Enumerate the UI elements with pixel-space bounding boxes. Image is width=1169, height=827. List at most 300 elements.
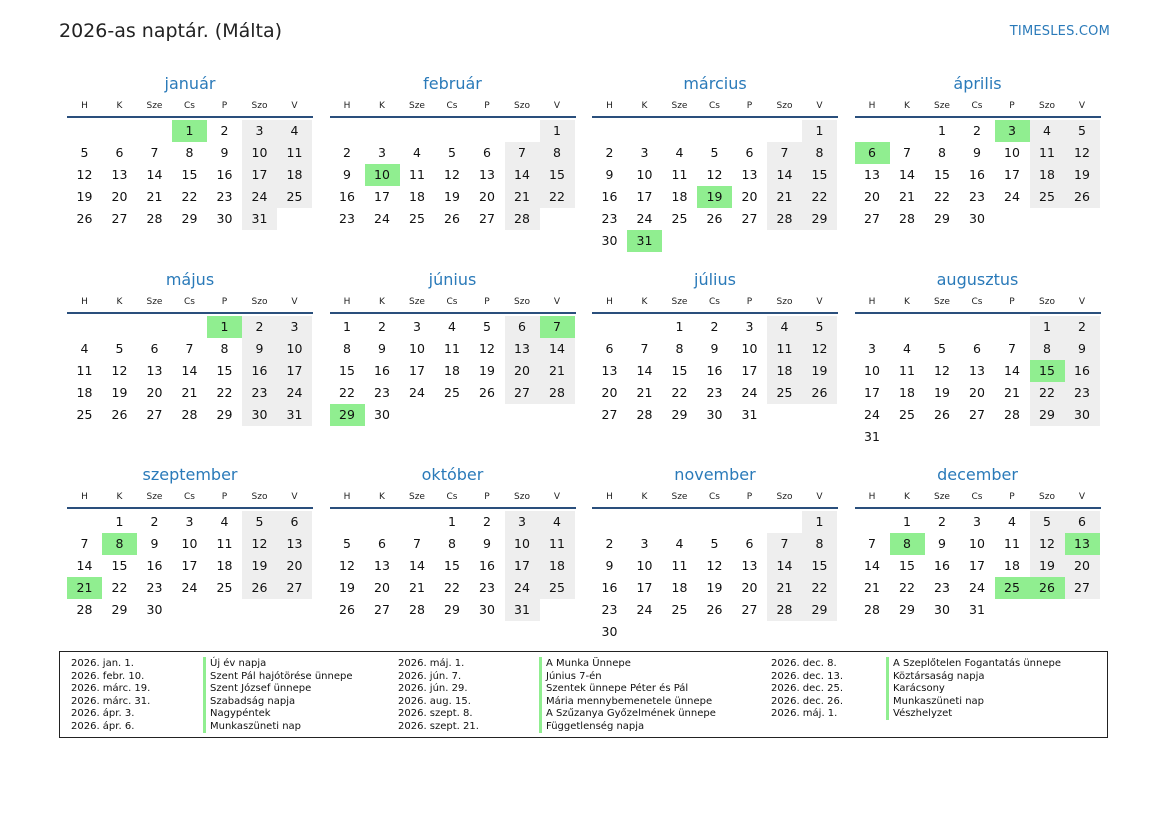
weekday-label: Cs [446,101,458,111]
day-cell: 19 [934,384,950,400]
day-cell: 27 [505,382,540,404]
day-cell: 8 [1030,338,1065,360]
weekday-label: Sze [671,492,688,502]
day-cell: 1 [802,511,837,533]
month-name: augusztus [936,269,1019,289]
day-cell: 16 [146,558,163,573]
weekday-label: Szo [514,492,530,502]
weekday-label: K [379,296,385,307]
day-cell: 24 [969,580,985,595]
day-cell: 11 [540,533,575,555]
day-cell: 8 [802,533,837,555]
legend-date: 2026. jún. 7. [398,670,462,682]
weekday-header [855,96,1101,118]
month-calendar [330,72,576,230]
month-calendar [855,463,1101,621]
weekday-label: Cs [971,296,983,307]
month-calendar [855,268,1101,448]
legend-holiday-name: Munkaszüneti nap [886,695,984,708]
day-cell: 3 [277,316,312,338]
month-calendar [330,463,576,621]
weekday-header [592,487,838,509]
day-cell: 13 [741,167,758,182]
day-cell: 18 [76,384,93,400]
weekday-label: P [746,296,753,307]
weekday-label: H [606,296,613,307]
day-cell: 27 [374,602,390,617]
weekday-label: Cs [184,296,195,307]
day-cell: 18 [540,555,575,577]
day-cell: 23 [216,189,233,204]
day-cell: 20 [864,189,880,204]
day-cell: 21 [1004,384,1020,400]
day-cell: 9 [973,145,981,160]
day-cell: 3 [378,145,386,160]
day-cell: 15 [671,362,688,378]
day-cell: 8 [448,536,456,551]
weekday-label: Szo [251,101,268,111]
day-cell: 9 [605,558,614,573]
day-cell: 18 [1004,558,1020,573]
month-name: október [421,465,484,484]
day-cell: 28 [505,208,540,230]
day-cell: 17 [277,360,312,382]
day-cell: 29 [671,406,688,422]
day-grid [592,316,837,426]
weekday-label: Cs [446,296,458,307]
holiday-day-cell: 21 [67,577,102,599]
day-cell: 3 [745,318,754,334]
day-cell: 21 [899,189,915,204]
legend-holiday-name: Függetlenség napja [539,720,644,733]
day-cell: 1 [802,120,837,142]
day-cell: 4 [413,145,421,160]
month-name: május [165,269,215,289]
month-calendar [592,268,838,426]
weekday-label: K [379,101,385,111]
day-cell: 10 [181,536,198,551]
weekday-label: P [484,492,490,502]
day-cell: 19 [1030,555,1065,577]
day-cell: 7 [80,536,89,551]
day-cell: 16 [479,558,495,573]
day-cell: 28 [899,211,915,226]
day-cell: 17 [636,189,653,204]
weekday-label: V [1078,492,1086,502]
weekday-label: H [81,296,88,307]
weekday-header [67,292,313,314]
weekday-label: H [606,492,613,502]
day-cell: 25 [671,211,688,226]
day-cell: 9 [220,145,229,160]
day-cell: 24 [409,384,425,400]
weekday-label: V [291,101,298,111]
day-cell: 20 [277,555,312,577]
day-cell: 29 [1030,404,1065,426]
day-cell: 6 [505,316,540,338]
day-cell: 23 [706,384,723,400]
day-cell: 26 [76,211,93,226]
legend-date: 2026. ápr. 3. [71,708,135,720]
day-cell: 15 [444,558,460,573]
legend-holiday-name: Mária mennybemenetele ünnepe [539,695,712,708]
month-name: december [937,465,1018,484]
day-cell: 10 [741,340,758,356]
weekday-label: Szo [514,296,530,307]
day-cell: 9 [605,167,614,182]
day-cell: 11 [671,167,688,182]
day-cell: 5 [242,511,277,533]
day-cell: 12 [339,558,355,573]
day-cell: 13 [146,362,163,378]
day-grid [67,316,312,426]
day-cell: 27 [969,406,985,422]
weekday-label: K [641,492,648,502]
day-grid [330,511,575,621]
weekday-label: V [553,296,561,307]
day-cell: 14 [146,167,163,182]
day-cell: 8 [802,142,837,164]
day-cell: 13 [864,167,880,182]
day-cell: 25 [444,384,460,400]
day-cell: 2 [150,514,159,529]
day-cell: 26 [242,577,277,599]
legend-holiday-name: Szabadság napja [203,695,295,708]
day-cell: 29 [802,208,837,230]
legend-date: 2026. szept. 8. [398,708,473,720]
weekday-label: H [343,101,351,111]
day-cell: 1 [540,120,575,142]
day-cell: 1 [903,514,911,529]
day-cell: 2 [710,318,719,334]
day-cell: 4 [448,318,456,334]
day-cell: 19 [1065,164,1100,186]
day-cell: 26 [802,382,837,404]
day-cell: 28 [767,208,802,230]
weekday-label: Sze [671,296,688,307]
day-cell: 17 [1004,167,1020,182]
day-cell: 23 [1065,382,1100,404]
day-cell: 11 [216,536,233,551]
weekday-label: K [641,101,648,111]
day-cell: 8 [343,340,351,356]
holiday-day-cell: 7 [540,316,575,338]
day-cell: 23 [146,580,163,595]
weekday-label: Sze [409,101,425,111]
day-cell: 6 [973,340,981,356]
day-cell: 10 [636,558,653,573]
day-cell: 30 [479,602,495,617]
day-cell: 28 [76,602,93,617]
day-cell: 7 [1008,340,1016,356]
day-cell: 10 [1004,145,1020,160]
site-link[interactable]: TIMESLES.COM [1009,24,1110,39]
day-cell: 10 [277,338,312,360]
weekday-label: V [553,101,561,111]
day-cell: 22 [934,189,950,204]
day-cell: 30 [216,211,233,226]
day-cell: 10 [409,340,425,356]
legend-date: 2026. jan. 1. [71,658,134,669]
day-cell: 1 [115,514,124,529]
day-cell: 27 [601,406,618,422]
day-cell: 23 [479,580,495,595]
day-cell: 18 [1030,164,1065,186]
day-cell: 25 [899,406,915,422]
day-cell: 28 [767,599,802,621]
weekday-header [592,292,838,314]
day-cell: 5 [115,340,124,356]
day-cell: 27 [741,211,758,226]
day-cell: 5 [483,318,491,334]
day-cell: 17 [741,362,758,378]
legend-date: 2026. febr. 10. [71,670,145,682]
day-cell: 10 [969,536,985,551]
day-cell: 15 [802,555,837,577]
day-cell: 9 [483,536,491,551]
weekday-label: P [1009,296,1015,307]
month-calendar [592,463,838,643]
weekday-label: P [221,101,228,111]
day-cell: 24 [505,577,540,599]
day-cell: 17 [864,384,880,400]
weekday-label: K [904,101,910,111]
weekday-header [855,487,1101,509]
day-cell: 7 [505,142,540,164]
holiday-day-cell: 8 [102,533,137,555]
weekday-label: K [116,492,123,502]
day-cell: 2 [938,514,946,529]
day-cell: 13 [741,558,758,573]
day-grid [855,120,1100,230]
day-cell: 27 [277,577,312,599]
day-cell: 26 [934,406,950,422]
day-cell: 20 [741,580,758,595]
day-cell: 5 [710,145,719,160]
day-cell: 14 [540,338,575,360]
day-cell: 12 [1030,533,1065,555]
day-cell: 14 [1004,362,1020,378]
day-cell: 17 [636,580,653,595]
day-cell: 28 [540,382,575,404]
day-cell: 21 [146,189,163,204]
weekday-label: Cs [709,492,720,502]
day-cell: 14 [767,164,802,186]
legend-date: 2026. dec. 8. [771,658,837,669]
day-cell: 7 [413,536,421,551]
legend-date: 2026. dec. 26. [771,695,844,707]
day-cell: 24 [374,211,390,226]
day-cell: 2 [605,145,614,160]
day-cell: 22 [339,384,355,400]
holiday-day-cell: 3 [995,120,1030,142]
day-cell: 25 [409,211,425,226]
legend-date: 2026. dec. 25. [771,683,844,695]
day-cell: 29 [216,406,233,422]
day-cell: 15 [899,558,915,573]
day-cell: 2 [483,514,491,529]
day-cell: 17 [374,189,390,204]
day-cell: 11 [671,558,688,573]
day-cell: 9 [378,340,386,356]
day-cell: 11 [1004,536,1020,551]
day-cell: 3 [242,120,277,142]
weekday-label: Cs [446,492,458,502]
legend-holiday-name: A Szűzanya Győzelmének ünnepe [539,707,716,720]
day-cell: 23 [601,602,618,617]
day-cell: 26 [479,384,495,400]
day-cell: 8 [220,340,229,356]
day-cell: 27 [146,406,163,422]
day-cell: 13 [111,167,128,182]
day-cell: 21 [767,577,802,599]
legend-date: 2026. szept. 21. [398,721,479,732]
day-cell: 5 [448,145,456,160]
day-cell: 31 [505,599,540,621]
day-cell: 2 [343,145,351,160]
day-cell: 11 [899,362,915,378]
day-cell: 27 [741,602,758,617]
day-cell: 22 [899,580,915,595]
weekday-label: Cs [971,101,983,111]
day-cell: 10 [864,362,880,378]
day-cell: 23 [374,384,390,400]
day-cell: 26 [706,211,723,226]
day-cell: 21 [181,384,198,400]
day-cell: 11 [767,338,802,360]
weekday-label: Szo [1039,492,1055,502]
day-cell: 22 [671,384,688,400]
day-cell: 4 [675,536,684,551]
day-cell: 7 [767,533,802,555]
day-cell: 10 [242,142,277,164]
day-cell: 15 [934,167,950,182]
day-cell: 23 [934,580,950,595]
weekday-label: V [291,492,298,502]
day-cell: 4 [903,340,911,356]
day-grid [67,120,312,230]
weekday-label: V [553,492,561,502]
weekday-label: P [746,101,753,111]
day-cell: 13 [374,558,390,573]
day-grid [330,120,575,230]
page-title: 2026-as naptár. (Málta) [59,20,283,42]
weekday-label: Szo [776,296,793,307]
day-cell: 11 [1030,142,1065,164]
day-cell: 8 [185,145,194,160]
weekday-header [330,487,576,509]
legend-holiday-name: Június 7-én [539,670,602,683]
holiday-day-cell: 13 [1065,533,1100,555]
legend-date: 2026. márc. 19. [71,683,151,695]
day-cell: 31 [969,602,985,617]
day-cell: 28 [146,211,163,226]
day-cell: 9 [938,536,946,551]
day-cell: 20 [741,189,758,204]
day-cell: 30 [601,233,618,248]
day-cell: 8 [938,145,946,160]
day-grid [855,316,1100,448]
day-cell: 6 [745,536,754,551]
day-cell: 15 [339,362,355,378]
day-cell: 13 [505,338,540,360]
day-cell: 23 [601,211,618,226]
legend-date: 2026. márc. 31. [71,695,151,707]
day-cell: 27 [111,211,128,226]
day-cell: 29 [934,211,950,226]
day-cell: 2 [605,536,614,551]
weekday-label: K [904,492,910,502]
day-cell: 17 [242,164,277,186]
day-cell: 25 [671,602,688,617]
weekday-label: H [343,296,351,307]
day-cell: 20 [479,189,495,204]
day-cell: 5 [343,536,351,551]
day-cell: 7 [640,340,649,356]
day-cell: 18 [671,189,688,204]
day-cell: 19 [479,362,495,378]
day-cell: 4 [1030,120,1065,142]
day-cell: 30 [706,406,723,422]
weekday-label: Cs [971,492,983,502]
holiday-day-cell: 1 [172,120,207,142]
day-cell: 19 [802,360,837,382]
day-cell: 17 [409,362,425,378]
day-cell: 15 [111,558,128,573]
weekday-label: P [746,492,753,502]
day-cell: 2 [242,316,277,338]
day-grid [855,511,1100,621]
month-calendar [67,268,313,426]
day-cell: 29 [181,211,198,226]
weekday-label: Sze [409,296,425,307]
day-cell: 25 [767,382,802,404]
day-grid [330,316,575,426]
weekday-label: H [81,101,88,111]
day-cell: 24 [181,580,198,595]
day-cell: 4 [277,120,312,142]
day-cell: 10 [505,533,540,555]
day-cell: 20 [111,189,128,204]
day-cell: 1 [675,318,684,334]
holiday-day-cell: 10 [365,164,400,186]
day-cell: 3 [505,511,540,533]
day-cell: 20 [601,384,618,400]
month-name: szeptember [142,465,238,484]
day-cell: 22 [1030,382,1065,404]
legend-date: 2026. dec. 13. [771,670,844,682]
weekday-label: Szo [1039,101,1055,111]
day-cell: 21 [767,186,802,208]
day-cell: 18 [671,580,688,595]
weekday-header [67,487,313,509]
weekday-label: H [606,101,613,111]
day-cell: 25 [277,186,312,208]
day-cell: 24 [741,384,758,400]
weekday-label: Sze [671,101,688,111]
legend-holiday-name: Szent József ünnepe [203,682,311,695]
legend-date: 2026. máj. 1. [771,708,838,720]
day-cell: 3 [973,514,981,529]
weekday-label: H [343,492,351,502]
day-cell: 18 [899,384,915,400]
month-name: november [674,465,756,484]
legend-holiday-name: Karácsony [886,682,945,695]
day-cell: 21 [540,360,575,382]
day-cell: 13 [969,362,985,378]
day-cell: 7 [767,142,802,164]
month-calendar [855,72,1101,230]
